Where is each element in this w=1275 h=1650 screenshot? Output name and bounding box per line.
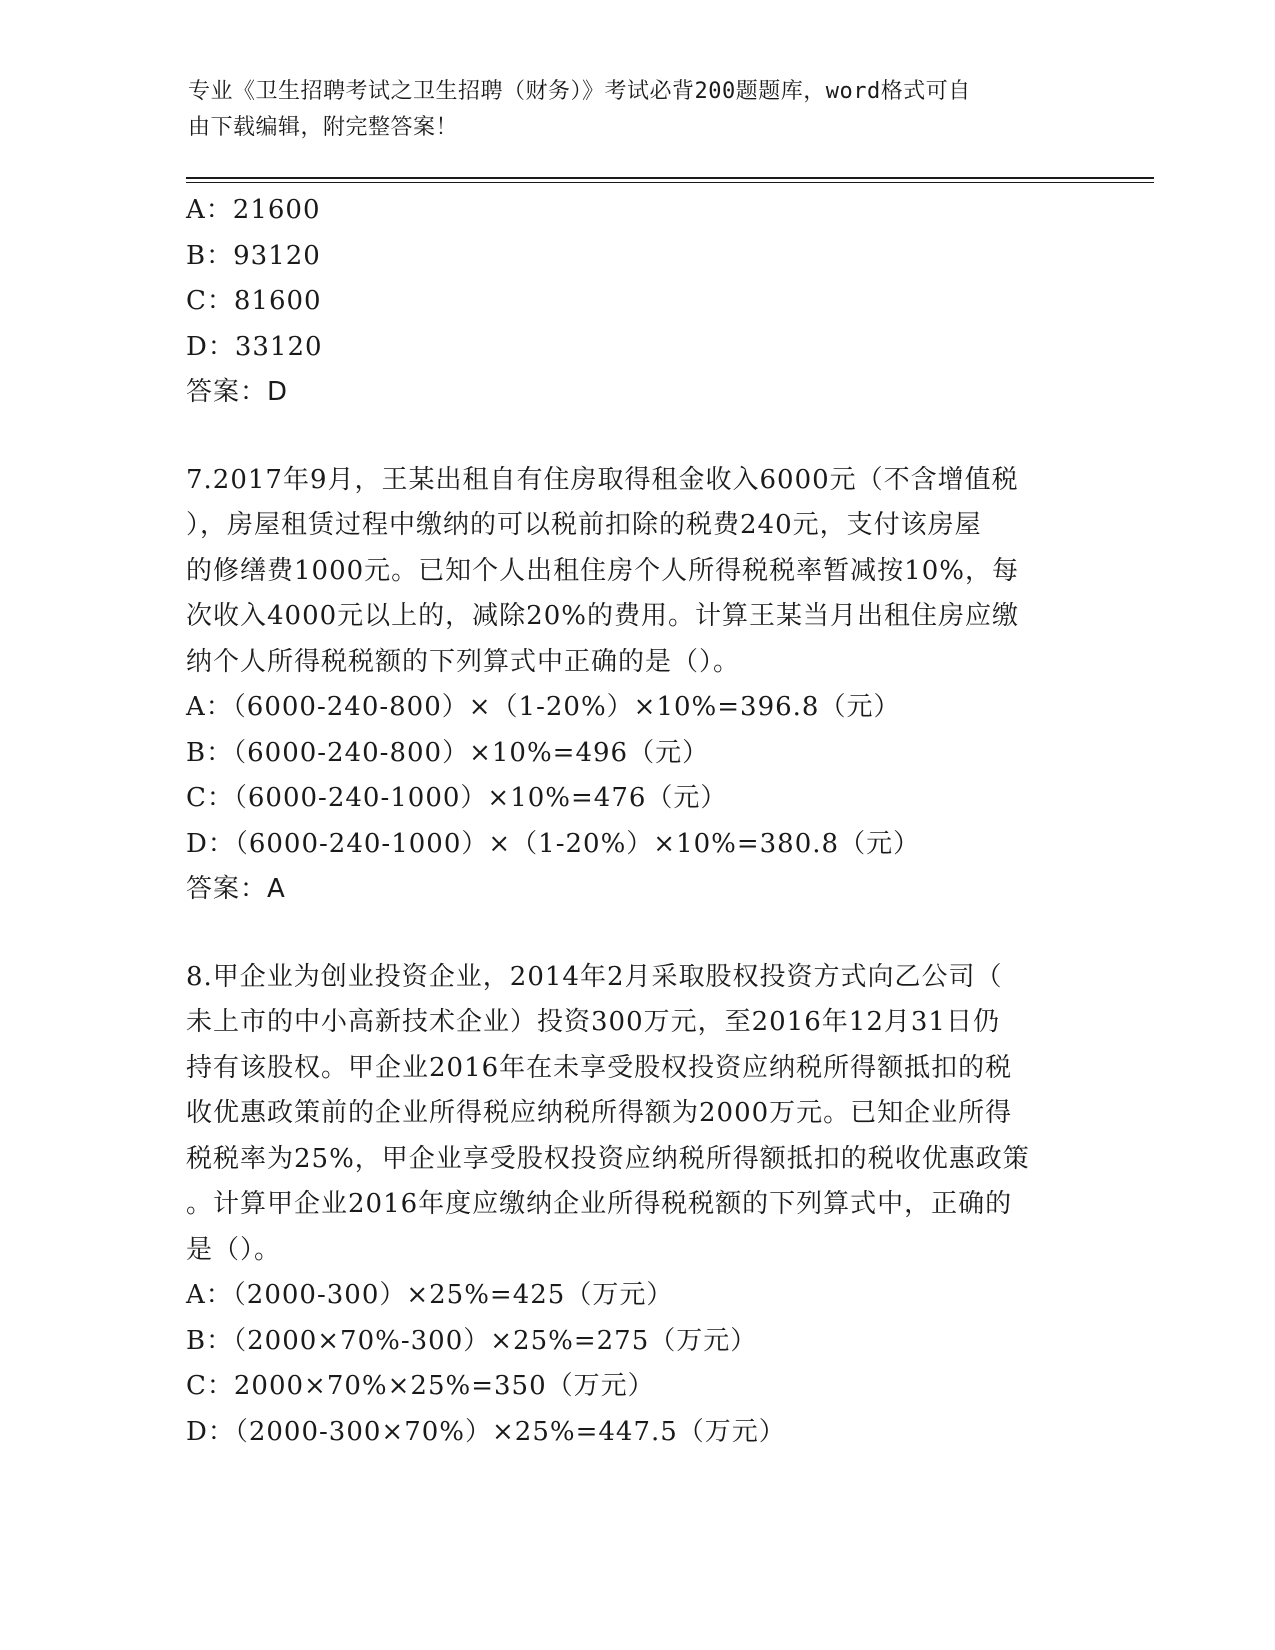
question-8-option-d: D：（2000-300×70%）×25%=447.5（万元） <box>186 1416 786 1447</box>
question-8-block <box>186 955 1086 1456</box>
question-8-stem-line-7: 是（）。 <box>186 1234 282 1265</box>
header-divider-thick <box>186 177 1154 179</box>
question-8-stem-line-4: 收优惠政策前的企业所得税应纳税所得额为2000万元。已知企业所得 <box>186 1098 1013 1128</box>
document-body <box>186 188 1086 1455</box>
question-7-stem-line-5: 纳个人所得税税额的下列算式中正确的是（）。 <box>186 646 741 677</box>
question-7-option-c: C：（6000-240-1000）×10%=476（元） <box>186 783 728 813</box>
question-7-stem-line-4: 次收入4000元以上的，减除20%的费用。计算王某当月出租住房应缴 <box>186 601 1019 631</box>
question-7-option-b: B：（6000-240-800）×10%=496（元） <box>186 737 710 768</box>
question-6-answer: 答案：D <box>186 377 289 407</box>
question-7-stem-line-1: 7.2017年9月，王某出租自有住房取得租金收入6000元（不含增值税 <box>186 464 1019 495</box>
header-line-2: 由下载编辑，附完整答案！ <box>188 115 459 140</box>
question-8-option-a: A：（2000-300）×25%=425（万元） <box>186 1280 674 1310</box>
question-6-option-d: D：33120 <box>186 331 323 362</box>
question-spacer <box>186 416 1086 458</box>
question-8-stem-line-3: 持有该股权。甲企业2016年在未享受股权投资应纳税所得额抵扣的税 <box>186 1052 1013 1083</box>
question-7-option-d: D：（6000-240-1000）×（1-20%）×10%=380.8（元） <box>186 828 921 859</box>
question-6-block <box>186 188 1086 416</box>
question-7-option-a: A：（6000-240-800）×（1-20%）×10%=396.8（元） <box>186 692 901 722</box>
question-spacer <box>186 913 1086 955</box>
question-6-option-c: C：81600 <box>186 286 322 316</box>
question-8-stem-line-6: 。计算甲企业2016年度应缴纳企业所得税税额的下列算式中，正确的 <box>186 1189 1013 1219</box>
question-7-block <box>186 458 1086 913</box>
header-divider-thin <box>186 182 1154 183</box>
question-7-stem-line-2: ），房屋租赁过程中缴纳的可以税前扣除的税费240元，支付该房屋 <box>186 510 982 540</box>
page-header <box>188 74 1068 146</box>
question-8-stem-line-5: 税税率为25%，甲企业享受股权投资应纳税所得额抵扣的税收优惠政策 <box>186 1143 1030 1174</box>
question-8-option-c: C：2000×70%×25%=350（万元） <box>186 1371 655 1401</box>
question-7-stem-line-3: 的修缮费1000元。已知个人出租住房个人所得税税率暂减按10%，每 <box>186 555 1019 586</box>
question-6-option-b: B：93120 <box>186 240 321 271</box>
question-8-stem-line-2: 未上市的中小高新技术企业）投资300万元，至2016年12月31日仍 <box>186 1007 1000 1037</box>
header-line-1: 专业《卫生招聘考试之卫生招聘（财务）》考试必背200题题库，word格式可自 <box>188 79 971 104</box>
question-8-stem-line-1: 8.甲企业为创业投资企业，2014年2月采取股权投资方式向乙公司（ <box>186 961 1003 992</box>
question-7-answer: 答案：A <box>186 874 286 904</box>
question-8-option-b: B：（2000×70%-300）×25%=275（万元） <box>186 1325 758 1356</box>
question-6-option-a: A：21600 <box>186 195 321 225</box>
